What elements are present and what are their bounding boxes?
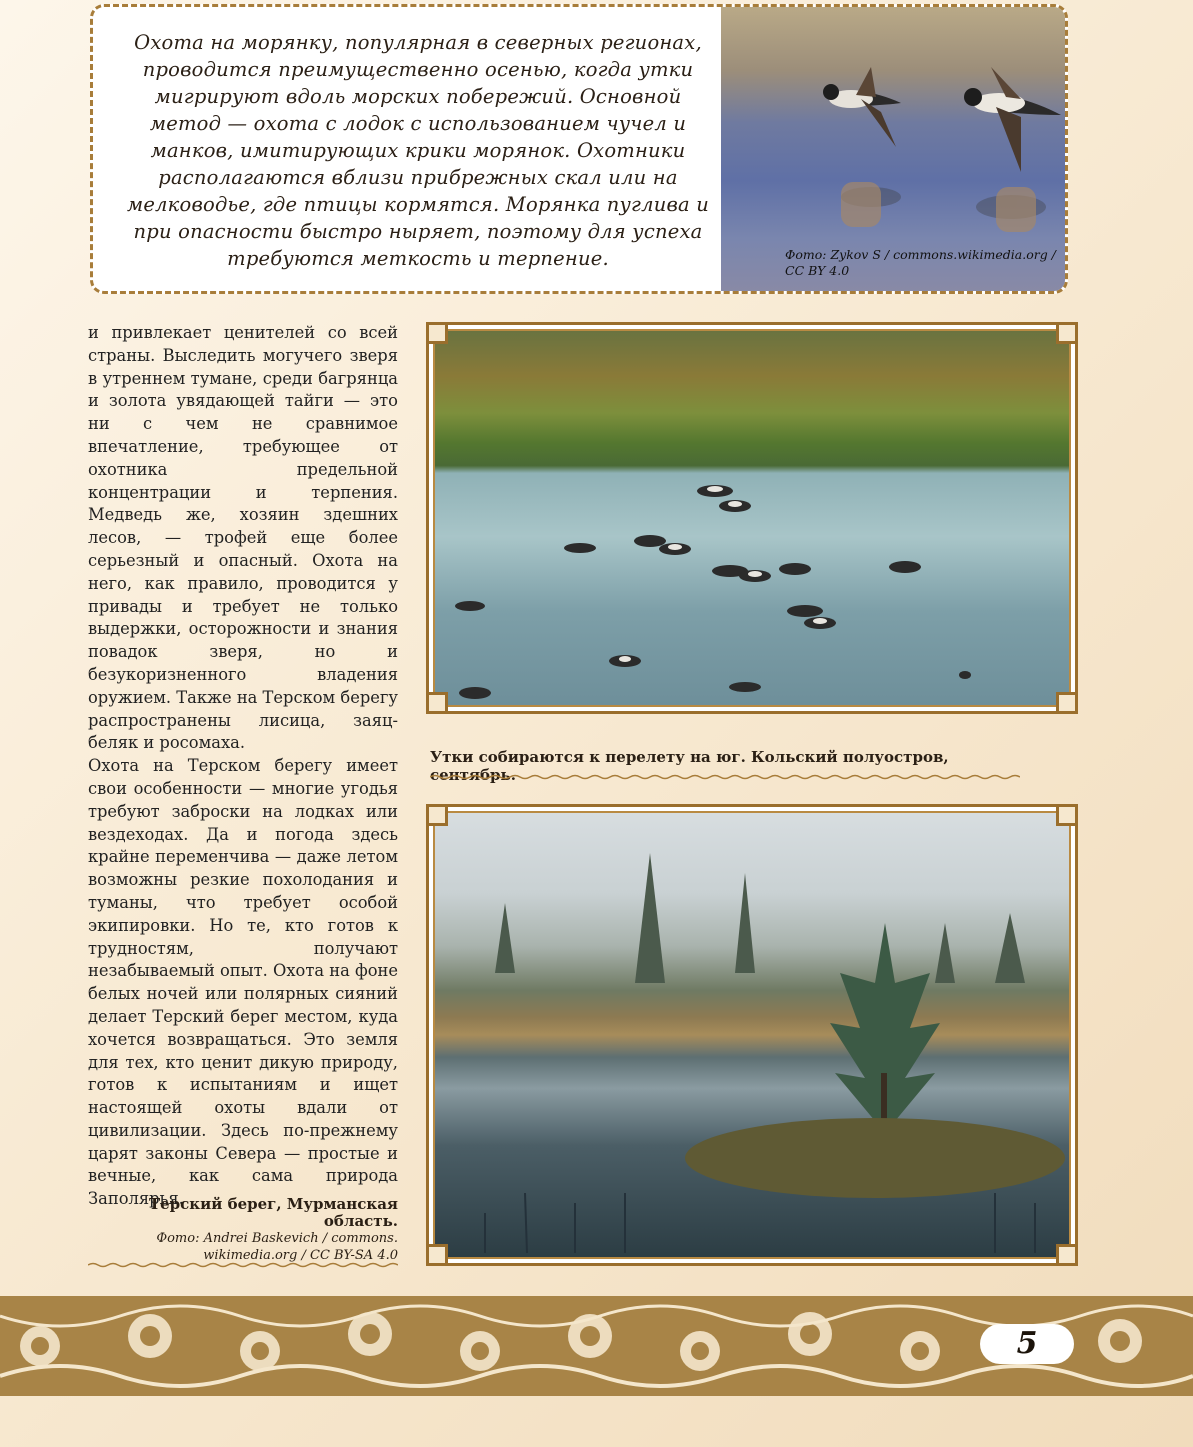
caption-underline	[88, 1262, 398, 1268]
paragraph-1: и привлекает ценителей со всей страны. Выследить могучего зверя в утреннем тумане, среди багрянца и золота увядающей тайги — это ни с чем не сравнимое впечатление, требующее от охотника предельной концентрации и терпения. Медведь же, хозяин здешних лесов, — трофей еще более серьезный и опасный. Охота на него, как правило, проводится у привады и требует не только выдержки, осторожности и знания повадок зверя, но и безукоризненного владения оружием. Также на Терском берегу распространены лисица, заяц-беляк и росомаха.	[88, 323, 399, 753]
swamp-photo	[433, 811, 1071, 1259]
frame-corner	[426, 692, 448, 714]
frame-corner	[426, 1244, 448, 1266]
frame-corner	[1056, 322, 1078, 344]
paragraph-2: Охота на Терском берегу имеет свои особенности — многие угодья требуют заброски на лодках или вездеходах. Да и погода здесь крайне переменчива — даже летом возможны резкие похолодания и туманы, что требует особой экипировки. Но те, кто готов к трудностям, получают незабываемый опыт. Охота на фоне белых ночей или полярных сияний делает Терский берег местом, куда хочется возвращаться. Это земля для тех, кто ценит дикую природу, готов к испытаниям и ищет настоящей охоты вдали от цивилизации. Здесь по-прежнему царят законы Севера — простые и вечные, как сама природа Заполярья.	[88, 756, 398, 1209]
article-body	[88, 322, 398, 1211]
intro-box	[90, 4, 1068, 294]
frame-corner	[426, 322, 448, 344]
ducks-photo-caption: Утки собираются к перелету на юг. Кольский полуостров, сентябрь.	[430, 748, 949, 784]
frame-corner	[1056, 692, 1078, 714]
page-number: 5	[980, 1324, 1074, 1364]
swamp-photo-frame	[426, 804, 1078, 1266]
intro-photo-credit: Фото: Zykov S / commons.wikimedia.org / CC BY 4.0	[785, 247, 1056, 278]
scoter-photo	[721, 7, 1068, 294]
frame-corner	[1056, 1244, 1078, 1266]
frame-corner	[426, 804, 448, 826]
swamp-trees-illustration	[435, 813, 1071, 1259]
caption-underline	[430, 774, 1020, 780]
ducks-on-lake-illustration	[435, 331, 1071, 707]
swamp-photo-caption	[88, 1196, 398, 1264]
ducks-photo-frame	[426, 322, 1078, 714]
frame-corner	[1056, 804, 1078, 826]
swamp-caption-credit: Фото: Andrei Baskevich / commons. wikimedia.org / CC BY-SA 4.0	[156, 1231, 398, 1263]
ducks-photo	[433, 329, 1071, 707]
intro-text: Охота на морянку, популярная в северных регионах, проводится преимущественно осенью, когда утки мигрируют вдоль морских побережий. Основной метод — охота с лодок с использованием чучел и манков, имитирующих крики морянок. Охотники располагаются вблизи прибрежных скал или на мелководье, где птицы кормятся. Морянка пуглива и при опасности быстро ныряет, поэтому для успеха требуются меткость и терпение.	[126, 31, 710, 270]
swamp-caption-title: Терский берег, Мурманская область.	[148, 1195, 398, 1230]
